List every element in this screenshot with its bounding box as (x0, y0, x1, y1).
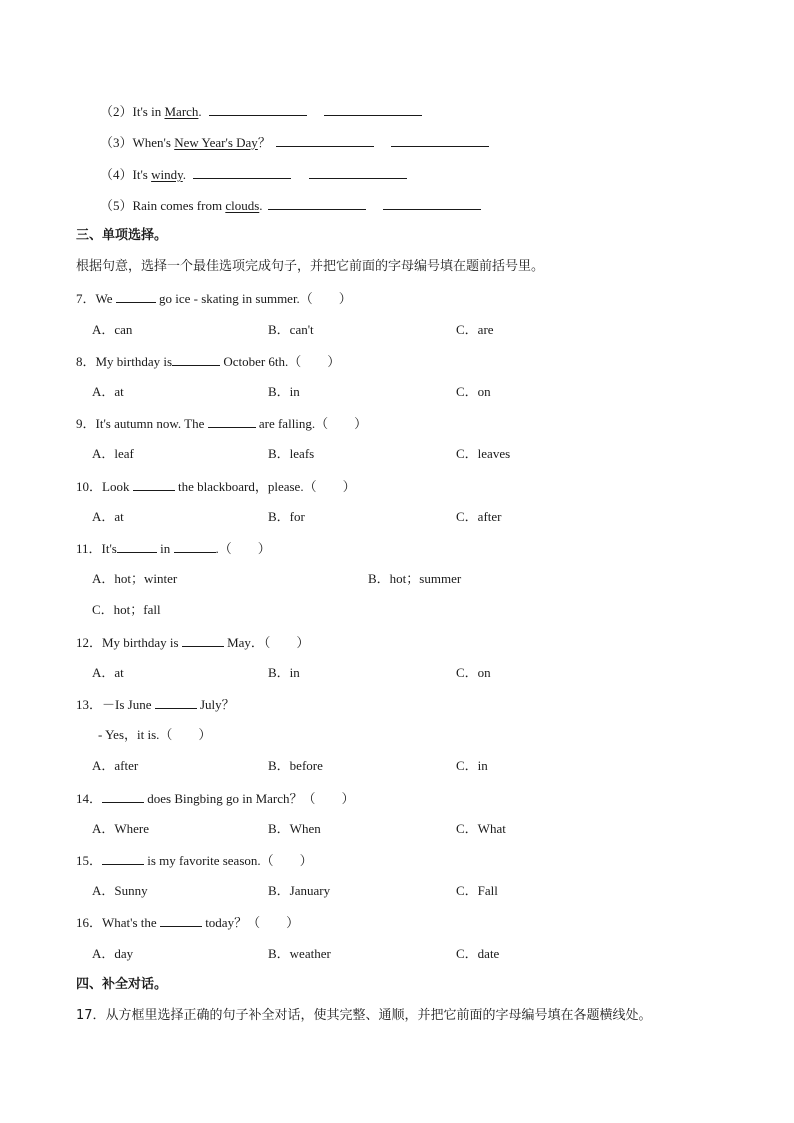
option-b[interactable]: B．When (268, 821, 321, 836)
option-c[interactable]: C．Fall (456, 883, 498, 898)
answer-blank[interactable] (324, 103, 422, 116)
section-3-title: 三、单项选择。 (76, 228, 168, 243)
answer-blank[interactable] (268, 197, 366, 210)
answer-blank[interactable] (208, 415, 256, 428)
trans-item-5: （5）Rain comes from clouds. (100, 197, 481, 214)
answer-blank[interactable] (117, 540, 157, 553)
option-a[interactable]: A．day (92, 946, 134, 961)
answer-blank[interactable] (102, 852, 144, 865)
answer-blank[interactable] (155, 696, 197, 709)
answer-blank[interactable] (160, 914, 202, 927)
answer-blank[interactable] (116, 290, 156, 303)
answer-blank[interactable] (174, 540, 216, 553)
item-number: （4） (100, 167, 133, 182)
underlined-word: clouds (225, 198, 260, 213)
item-number: （3） (100, 135, 133, 150)
option-a[interactable]: A．can (92, 322, 133, 337)
question-12: 12．My birthday is May．（ ） (76, 635, 310, 650)
option-a[interactable]: A．after (92, 758, 139, 773)
option-c[interactable]: C．are (456, 322, 494, 337)
answer-blank[interactable] (172, 353, 220, 366)
answer-blank[interactable] (182, 634, 224, 647)
question-11: 11．It's in .（ ） (76, 541, 271, 556)
answer-blank[interactable] (193, 166, 291, 179)
option-b[interactable]: B．in (268, 665, 300, 680)
trans-item-3: （3）When's New Year's Day？ (100, 134, 489, 151)
question-15: 15． is my favorite season.（ ） (76, 853, 313, 868)
answer-blank[interactable] (276, 134, 374, 147)
option-c[interactable]: C．on (456, 665, 491, 680)
underlined-word: windy (151, 167, 183, 182)
option-c[interactable]: C．What (456, 821, 506, 836)
option-a[interactable]: A．hot；winter (92, 571, 178, 586)
question-13-reply: - Yes，it is.（ ） (98, 727, 212, 742)
option-b[interactable]: B．for (268, 509, 305, 524)
option-b[interactable]: B．in (268, 384, 300, 399)
option-c[interactable]: C．date (456, 946, 500, 961)
option-b[interactable]: B．hot；summer (368, 571, 462, 586)
question-17: 17．从方框里选择正确的句子补全对话，使其完整、通顺，并把它前面的字母编号填在各题横线处。 (76, 1008, 652, 1023)
question-10: 10．Look the blackboard，please.（ ） (76, 479, 356, 494)
question-16: 16．What's the today？（ ） (76, 915, 300, 930)
trans-item-4: （4）It's windy. (100, 166, 407, 183)
item-number: （5） (100, 198, 133, 213)
answer-blank[interactable] (383, 197, 481, 210)
answer-blank[interactable] (133, 478, 175, 491)
underlined-word: March (164, 104, 199, 119)
option-b[interactable]: B．before (268, 758, 323, 773)
option-b[interactable]: B．leafs (268, 446, 315, 461)
question-14: 14． does Bingbing go in March？（ ） (76, 791, 355, 806)
option-a[interactable]: A．leaf (92, 446, 134, 461)
section-3-instructions: 根据句意，选择一个最佳选项完成句子，并把它前面的字母编号填在题前括号里。 (76, 259, 545, 274)
option-b[interactable]: B．can't (268, 322, 314, 337)
option-c[interactable]: C．hot；fall (92, 602, 161, 617)
option-c[interactable]: C．leaves (456, 446, 511, 461)
option-a[interactable]: A．Sunny (92, 883, 148, 898)
answer-blank[interactable] (209, 103, 307, 116)
trans-item-2: （2）It's in March. (100, 103, 422, 120)
answer-blank[interactable] (309, 166, 407, 179)
question-7: 7．We go ice - skating in summer.（ ） (76, 291, 352, 306)
question-8: 8．My birthday is October 6th.（ ） (76, 354, 341, 369)
option-c[interactable]: C．after (456, 509, 502, 524)
option-a[interactable]: A．at (92, 665, 124, 680)
underlined-word: New Year's Day (174, 135, 258, 150)
question-9: 9．It's autumn now. The are falling.（ ） (76, 416, 368, 431)
option-a[interactable]: A．at (92, 384, 124, 399)
option-a[interactable]: A．Where (92, 821, 150, 836)
answer-blank[interactable] (391, 134, 489, 147)
item-number: （2） (100, 104, 133, 119)
option-c[interactable]: C．in (456, 758, 488, 773)
option-b[interactable]: B．January (268, 883, 331, 898)
question-13: 13．－Is June July？ (76, 697, 235, 712)
section-4-title: 四、补全对话。 (76, 977, 168, 992)
option-a[interactable]: A．at (92, 509, 124, 524)
answer-blank[interactable] (102, 790, 144, 803)
option-b[interactable]: B．weather (268, 946, 331, 961)
option-c[interactable]: C．on (456, 384, 491, 399)
